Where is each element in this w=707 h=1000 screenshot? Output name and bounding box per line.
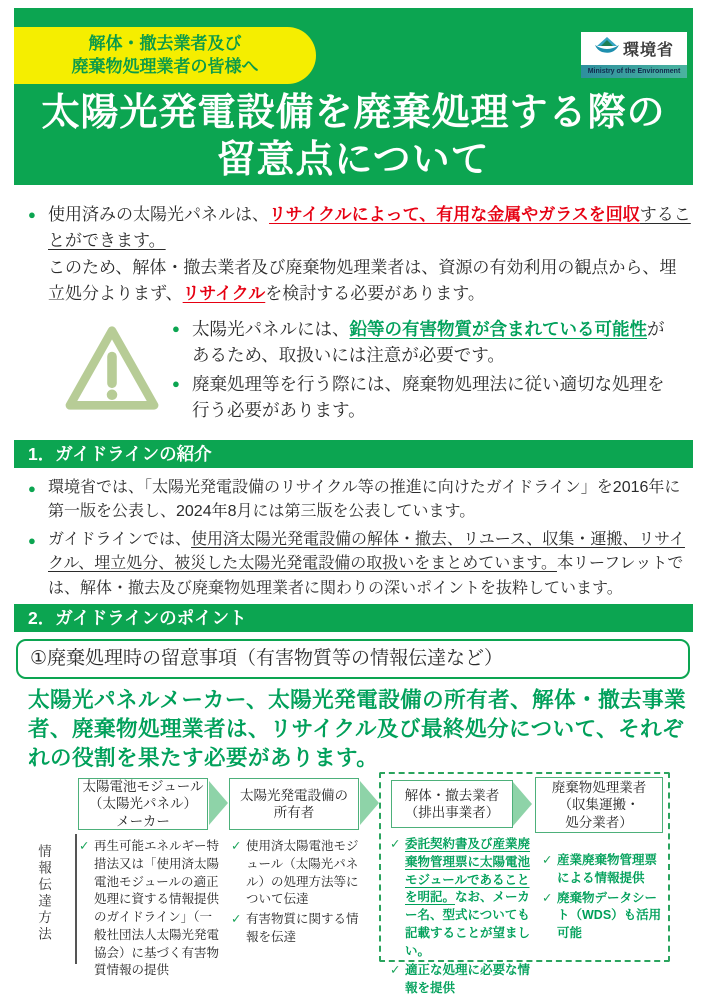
audience-badge-line1: 解体・撤去業者及び bbox=[88, 33, 242, 53]
warning-item-1 bbox=[172, 316, 678, 369]
bullet-icon: ● bbox=[172, 375, 180, 391]
section1-bullet2-text1: ガイドラインでは、 bbox=[48, 530, 192, 548]
check-icon: ✓ bbox=[390, 837, 401, 851]
bullet-icon: ● bbox=[172, 321, 180, 336]
flow-list-demolition bbox=[390, 836, 540, 1000]
flow-box-demolition-line2: （排出事業者） bbox=[404, 805, 500, 820]
warning-item-2 bbox=[172, 371, 678, 424]
warning-triangle-icon bbox=[64, 324, 160, 425]
warning-item1-text1: 太陽光パネルには、 bbox=[192, 319, 350, 339]
section1-bullet-1 bbox=[28, 476, 692, 525]
section1-bullet2-underlined: 使用済太陽光発電設備の解体・撤去、リユース、収集・運搬、リサイクル、埋立処分、被災した太陽光発電設備の取扱いをまとめています。 bbox=[48, 530, 685, 573]
page-title-line1: 太陽光発電設備を廃棄処理する際の bbox=[41, 92, 666, 134]
section2-lead-text: 太陽光パネルメーカー、太陽光発電設備の所有者、解体・撤去事業者、廃棄物処理業者は、リサイクル及び最終処分について、それぞれの役割を果たす必要があります。 bbox=[28, 688, 687, 770]
check-icon: ✓ bbox=[542, 853, 553, 867]
intro-highlight-recycle: リサイクルによって、有用な金属やガラスを回収 bbox=[269, 205, 640, 224]
flow-box-demolition-line1: 解体・撤去業者 bbox=[404, 787, 500, 803]
intro-text-4: を検討する必要があります。 bbox=[265, 284, 485, 304]
intro-paragraph bbox=[28, 202, 692, 307]
warning-item1-highlight: 鉛等の有害物質が含まれている可能性 bbox=[349, 319, 647, 339]
section1-bullet2-text2: 本リーフレットでは、解体・撤去及び廃棄物処理業者に関わりの深いポイントを抜粋しています。 bbox=[48, 555, 684, 597]
section1-bullet-2 bbox=[28, 528, 692, 601]
flow-box-manufacturer bbox=[78, 778, 208, 830]
flow-box-owner-line2: 所有者 bbox=[273, 805, 315, 820]
check-icon: ✓ bbox=[231, 839, 242, 853]
flow-axis-label: 情報伝達方法 bbox=[36, 844, 51, 943]
flow-box-waste-processor bbox=[535, 777, 663, 833]
list-item bbox=[231, 911, 367, 947]
flow-list3-item2: 適正な処理に必要な情報を提供 bbox=[405, 963, 531, 995]
bullet-icon: ● bbox=[28, 532, 36, 548]
check-icon: ✓ bbox=[79, 839, 90, 853]
bullet-icon: ● bbox=[28, 481, 36, 496]
check-icon: ✓ bbox=[542, 890, 553, 905]
flow-arrow-icon bbox=[209, 781, 228, 825]
ministry-logo-icon bbox=[594, 36, 620, 61]
ministry-logo-en-text: Ministry of the Environment bbox=[581, 65, 687, 78]
list-item bbox=[390, 962, 540, 998]
flow-divider-line bbox=[75, 834, 77, 964]
list-item bbox=[542, 890, 666, 943]
intro-text-3: このため、解体・撤去業者及び廃棄物処理業者は、資源の有効利用の観点から、埋立処分よりまず、 bbox=[48, 257, 677, 304]
flow-list1-item1: 再生可能エネルギー特措法又は「使用済太陽電池モジュールの適正処理に資する情報提供のガイドライン」（一般社団法人太陽光発電協会）に基づく有害物質情報の提供 bbox=[94, 839, 220, 978]
intro-highlight-recycle2: リサイクル bbox=[182, 284, 266, 304]
flow-list-owner bbox=[231, 838, 367, 949]
header-banner bbox=[14, 8, 693, 185]
intro-text-2: することができます。 bbox=[48, 205, 691, 251]
flow-box-manufacturer-line3: メーカー bbox=[116, 813, 170, 829]
flow-list2-item2: 有害物質に関する情報を伝達 bbox=[246, 912, 359, 944]
flow-box-manufacturer-line2: （太陽光パネル） bbox=[89, 796, 197, 812]
flow-list-manufacturer bbox=[79, 838, 219, 982]
information-flow-diagram bbox=[0, 770, 707, 995]
flow-arrow-icon bbox=[360, 781, 379, 825]
flow-box-owner bbox=[229, 778, 359, 830]
point1-title-box: ①廃棄処理時の留意事項（有害物質等の情報伝達など） bbox=[16, 639, 690, 679]
list-item bbox=[390, 836, 540, 960]
ministry-logo bbox=[581, 32, 687, 78]
list-item bbox=[542, 852, 666, 888]
intro-text-1: 使用済みの太陽光パネルは、 bbox=[48, 205, 269, 224]
flow-arrow-icon bbox=[513, 782, 532, 826]
page-title bbox=[14, 90, 693, 184]
flow-list-waste-processor bbox=[542, 852, 666, 945]
list-item bbox=[231, 838, 367, 909]
warning-item1-text2: があるため、取扱いには注意が必要です。 bbox=[192, 319, 665, 366]
flow-list4-item2: 廃棄物データシート（WDS）も活用可能 bbox=[557, 890, 662, 940]
bullet-icon: ● bbox=[28, 207, 36, 222]
flow-box-manufacturer-line1: 太陽電池モジュール bbox=[82, 779, 204, 795]
flow-box-demolition bbox=[391, 780, 513, 828]
warning-list bbox=[172, 316, 678, 425]
section1-heading-bar: 1．ガイドラインの紹介 bbox=[14, 440, 693, 468]
flow-list3-item1-rest: なお、メーカー名、型式についても記載することが望ましい。 bbox=[405, 890, 531, 958]
intro-section bbox=[28, 202, 692, 307]
flow-box-owner-line1: 太陽光発電設備の bbox=[240, 787, 348, 803]
section1-body bbox=[28, 476, 692, 601]
ministry-logo-jp-text: 環境省 bbox=[622, 42, 674, 59]
flow-box-waste-processor-line2: （収集運搬・ bbox=[558, 797, 640, 813]
audience-badge bbox=[14, 27, 316, 84]
page-title-line2: 留意点について bbox=[217, 139, 490, 181]
section2-heading-bar: 2．ガイドラインのポイント bbox=[14, 604, 693, 632]
list-item bbox=[79, 838, 219, 980]
warning-section bbox=[64, 316, 680, 425]
flow-box-waste-processor-line1: 廃棄物処理業者 bbox=[551, 780, 647, 796]
audience-badge-line2: 廃棄物処理業者の皆様へ bbox=[71, 56, 259, 76]
flow-box-waste-processor-line3: 処分業者） bbox=[565, 814, 633, 830]
check-icon: ✓ bbox=[390, 963, 401, 978]
flow-list2-item1: 使用済太陽電池モジュール（太陽光パネル）の処理方法等について伝達 bbox=[246, 839, 359, 907]
ministry-logo-top bbox=[581, 32, 687, 65]
flow-list4-item1: 産業廃棄物管理票による情報提供 bbox=[557, 853, 658, 885]
section1-bullet1-text: 環境省では、「太陽光発電設備のリサイクル等の推進に向けたガイドライン」を2016年に第一版を公表し、2024年8月には第三版を公表しています。 bbox=[48, 479, 681, 521]
flow-list3-item1-underlined: 委託契約書及び産業廃棄物管理票に太陽電池モジュールであることを明記。 bbox=[405, 837, 531, 905]
check-icon: ✓ bbox=[231, 912, 242, 926]
warning-item2-text: 廃棄処理等を行う際には、廃棄物処理法に従い適切な処理を行う必要があります。 bbox=[192, 373, 665, 420]
